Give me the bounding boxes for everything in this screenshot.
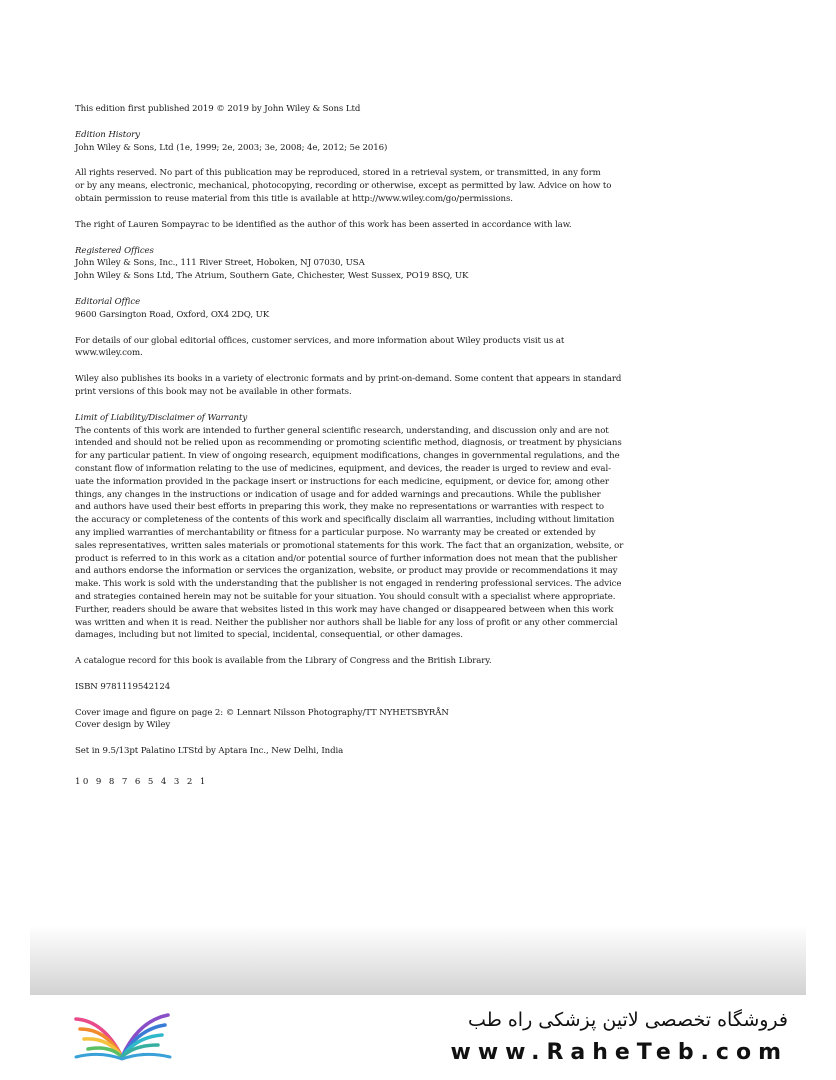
disclaimer-line: things, any changes in the instructions or indication of usage and for added warnings and precautions. While the publisher — [75, 489, 601, 500]
store-title: فروشگاه تخصصی لاتین پزشکی راه طب — [468, 1009, 788, 1031]
editorial-office-address: 9600 Garsington Road, Oxford, OX4 2DQ, UK — [75, 309, 270, 320]
disclaimer-line: sales representatives, written sales materials or promotional statements for this work. The fact that an organization, website, or — [75, 540, 624, 551]
disclaimer-line: and authors endorse the information or services the organization, website, or product may provide or recommendations it may — [75, 566, 618, 577]
disclaimer-line: The contents of this work are intended to further general scientific research, understanding, and discussion only and are not — [75, 425, 609, 436]
disclaimer-line: any implied warranties of merchantability or fitness for a particular purpose. No warranty may be created or extended by — [75, 527, 596, 538]
disclaimer-line: damages, including but not limited to special, incidental, consequential, or other damages. — [75, 630, 463, 641]
disclaimer-line: product is referred to in this work as a citation and/or potential source of further information does not mean that the publisher — [75, 553, 618, 564]
disclaimer — [75, 412, 655, 642]
catalogue-text: A catalogue record for this book is available from the Library of Congress and the British Library. — [75, 656, 492, 667]
typeset-info — [75, 745, 655, 758]
edition-history-text: John Wiley & Sons, Ltd (1e, 1999; 2e, 2003; 3e, 2008; 4e, 2012; 5e 2016) — [75, 142, 388, 153]
editorial-office-heading: Editorial Office — [75, 296, 141, 307]
disclaimer-line: Further, readers should be aware that websites listed in this work may have changed or disappeared between when this work — [75, 604, 614, 615]
copyright-text — [75, 103, 655, 802]
disclaimer-line: and authors have used their best efforts in preparing this work, they make no representations or warranties with respect to — [75, 502, 604, 513]
editorial-office — [75, 296, 655, 322]
formats-line: print versions of this book may not be available in other formats. — [75, 386, 352, 397]
book-page — [30, 0, 806, 995]
print-line-numbers: 10 9 8 7 6 5 4 3 2 1 — [75, 777, 208, 788]
store-url: www.RaheTeb.com — [450, 1040, 788, 1065]
isbn-text: ISBN 9781119542124 — [75, 681, 171, 692]
cover-credits — [75, 707, 655, 733]
disclaimer-line: intended and should not be relied upon as recommending or promoting scientific method, diagnosis, or treatment by physicians — [75, 438, 622, 449]
cover-image-credit: Cover image and figure on page 2: © Lennart Nilsson Photography/TT NYHETSBYRÅN — [75, 707, 449, 718]
registered-offices-heading: Registered Offices — [75, 245, 154, 256]
typeset-text: Set in 9.5/13pt Palatino LTStd by Aptara Inc., New Delhi, India — [75, 746, 344, 757]
rights-paragraph — [75, 167, 655, 205]
isbn — [75, 681, 655, 694]
office-address: John Wiley & Sons, Inc., 111 River Street, Hoboken, NJ 07030, USA — [75, 258, 365, 269]
first-published: This edition first published 2019 © 2019 by John Wiley & Sons Ltd — [75, 104, 361, 114]
author-right — [75, 219, 655, 232]
disclaimer-heading: Limit of Liability/Disclaimer of Warranty — [75, 412, 248, 423]
open-book-logo-icon — [70, 1007, 175, 1065]
rights-line: obtain permission to reuse material from this title is available at http://www.wiley.com/go/permissions. — [75, 193, 513, 204]
disclaimer-line: for any particular patient. In view of ongoing research, equipment modifications, changes in governmental regulations, and the — [75, 451, 620, 462]
formats-line: Wiley also publishes its books in a variety of electronic formats and by print-on-demand. Some content that appears in standard — [75, 374, 622, 385]
cover-design-credit: Cover design by Wiley — [75, 720, 171, 731]
formats-paragraph — [75, 373, 655, 399]
disclaimer-line: constant flow of information relating to the use of medicines, equipment, and devices, the reader is urged to review and eval- — [75, 463, 611, 474]
edition-history-heading: Edition History — [75, 129, 140, 140]
global-offices-line: www.wiley.com. — [75, 348, 143, 359]
global-offices — [75, 335, 655, 361]
office-address: John Wiley & Sons Ltd, The Atrium, Southern Gate, Chichester, West Sussex, PO19 8SQ, UK — [75, 271, 469, 282]
print-line — [75, 776, 655, 789]
disclaimer-line: was written and when it is read. Neither the publisher nor authors shall be liable for any loss of profit or any other commercial — [75, 617, 618, 628]
publication-line — [75, 103, 655, 116]
disclaimer-line: uate the information provided in the package insert or instructions for each medicine, equipment, or device for, among other — [75, 476, 609, 487]
disclaimer-line: the accuracy or completeness of the contents of this work and specifically disclaim all warranties, including without limitation — [75, 515, 615, 526]
rights-line: All rights reserved. No part of this publication may be reproduced, stored in a retrieval system, or transmitted, in any form — [75, 168, 601, 179]
edition-history — [75, 129, 655, 155]
disclaimer-line: make. This work is sold with the understanding that the publisher is not engaged in rendering professional services. The advice — [75, 579, 622, 590]
registered-offices — [75, 245, 655, 283]
disclaimer-line: and strategies contained herein may not be suitable for your situation. You should consult with a specialist where appropriate. — [75, 591, 616, 602]
rights-line: or by any means, electronic, mechanical, photocopying, recording or otherwise, except as permitted by law. Advice on how to — [75, 181, 612, 192]
watermark-footer — [0, 995, 836, 1080]
author-right-text: The right of Lauren Sompayrac to be identified as the author of this work has been asserted in accordance with law. — [75, 219, 572, 230]
catalogue-record — [75, 655, 655, 668]
global-offices-line: For details of our global editorial offices, customer services, and more information about Wiley products visit us at — [75, 335, 565, 346]
